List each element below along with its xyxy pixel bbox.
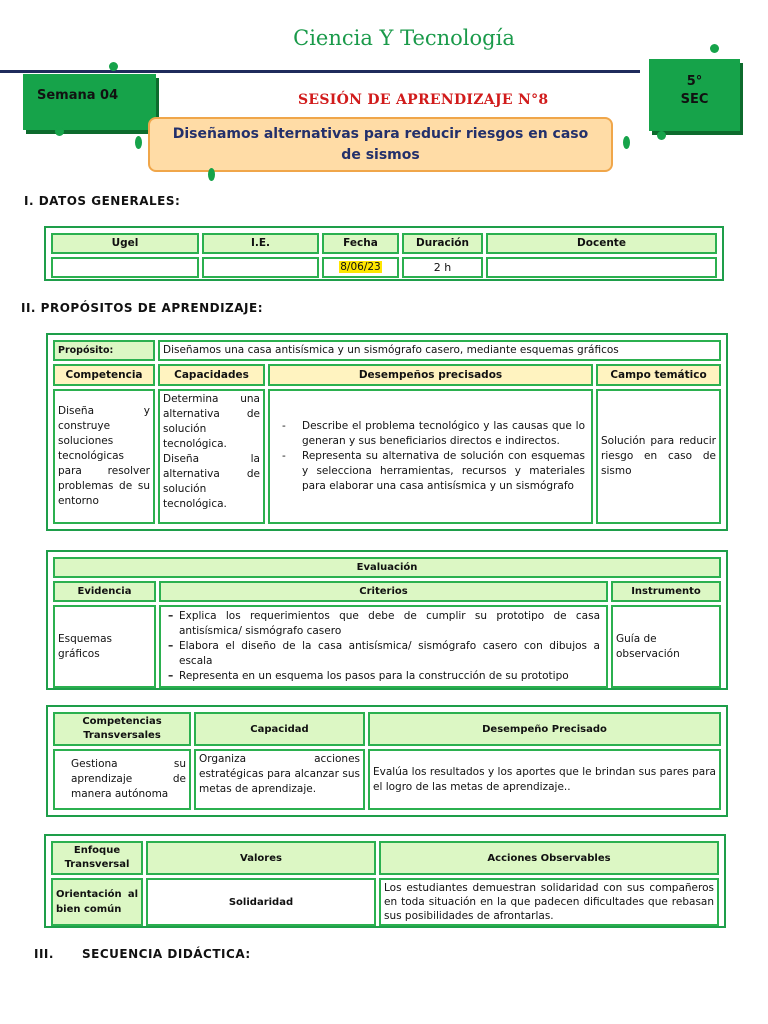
enfoque-table bbox=[44, 834, 726, 928]
ugel-value bbox=[51, 257, 199, 278]
criterio-item: – Explica los requerimientos que debe de cumplir su prototipo de casa antisísmica/ sismógrafo casero bbox=[179, 609, 600, 639]
header-acciones-observables: Acciones Observables bbox=[379, 841, 719, 875]
week-badge bbox=[23, 74, 156, 130]
criterios-cell bbox=[159, 605, 608, 688]
campo-tematico-text: Solución para reducir riesgo en caso de sismo bbox=[596, 389, 721, 524]
header-capacidades: Capacidades bbox=[158, 364, 265, 386]
grade-level: SEC bbox=[680, 92, 709, 107]
header-competencia: Competencia bbox=[53, 364, 155, 386]
evaluacion-table bbox=[46, 550, 728, 690]
header-instrumento: Instrumento bbox=[611, 581, 721, 602]
proposito-text: Diseñamos una casa antisísmica y un sismógrafo casero, mediante esquemas gráficos bbox=[158, 340, 721, 361]
grade-badge bbox=[649, 59, 740, 131]
section-propositos-heading: II. PROPÓSITOS DE APRENDIZAJE: bbox=[21, 301, 263, 315]
decorative-dot bbox=[657, 131, 666, 140]
desempenos-cell bbox=[268, 389, 593, 524]
header-docente: Docente bbox=[486, 233, 717, 254]
header-rule bbox=[0, 70, 640, 73]
desempenos-list bbox=[276, 419, 585, 494]
fecha-value: 8/06/23 bbox=[340, 261, 381, 273]
decorative-dot bbox=[208, 168, 215, 181]
evidencia-text: Esquemas gráficos bbox=[53, 605, 156, 688]
grade-number: 5° bbox=[686, 74, 703, 89]
decorative-dot bbox=[710, 44, 719, 53]
header-criterios: Criterios bbox=[159, 581, 608, 602]
course-title: Ciencia Y Tecnología bbox=[293, 26, 515, 50]
capacidad-text: Organiza acciones estratégicas para alcanzar sus metas de aprendizaje. bbox=[194, 749, 365, 810]
capacidades-text: Determina una alternativa de solución tecnológica. Diseña la alternativa de solución tecnológica. bbox=[158, 389, 265, 524]
propositos-table bbox=[46, 333, 728, 531]
topic-box bbox=[148, 117, 613, 172]
proposito-label: Propósito: bbox=[53, 340, 155, 361]
section-datos-generales-heading: I. DATOS GENERALES: bbox=[24, 194, 181, 208]
header-desempeno-precisado: Desempeño Precisado bbox=[368, 712, 721, 746]
header-campo-tematico: Campo temático bbox=[596, 364, 721, 386]
duracion-value: 2 h bbox=[402, 257, 483, 278]
criterios-list bbox=[167, 609, 600, 684]
competencia-text: Diseña y construye soluciones tecnológicas para resolver problemas de su entorno bbox=[53, 389, 155, 524]
header-ie: I.E. bbox=[202, 233, 319, 254]
header-valores: Valores bbox=[146, 841, 376, 875]
header-enfoque-transversal: Enfoque Transversal bbox=[51, 841, 143, 875]
week-label: Semana 04 bbox=[37, 88, 119, 103]
session-title: SESIÓN DE APRENDIZAJE N°8 bbox=[298, 92, 549, 108]
evaluacion-title: Evaluación bbox=[53, 557, 721, 578]
docente-value bbox=[486, 257, 717, 278]
header-ugel: Ugel bbox=[51, 233, 199, 254]
topic-title: Diseñamos alternativas para reducir riesgos en caso de sismos bbox=[172, 125, 589, 163]
ie-value bbox=[202, 257, 319, 278]
header-evidencia: Evidencia bbox=[53, 581, 156, 602]
acciones-text: Los estudiantes demuestran solidaridad con sus compañeros en toda situación en la que padecen dificultades que rebasan sus posibilidades de afrontarlas. bbox=[379, 878, 719, 926]
desempeno-precisado-text: Evalúa los resultados y los aportes que le brindan sus pares para el logro de las metas de aprendizaje.. bbox=[368, 749, 721, 810]
datos-generales-table bbox=[44, 226, 724, 281]
header-competencias-transversales: Competencias Transversales bbox=[53, 712, 191, 746]
header-desempenos: Desempeños precisados bbox=[268, 364, 593, 386]
decorative-dot bbox=[135, 136, 142, 149]
decorative-dot bbox=[55, 127, 64, 136]
desempeno-item: - Describe el problema tecnológico y las causas que lo generan y sus beneficiarios directos e indirectos. bbox=[302, 419, 585, 449]
header-duracion: Duración bbox=[402, 233, 483, 254]
enfoque-text: Orientación al bien común bbox=[51, 878, 143, 926]
desempeno-item: - Representa su alternativa de solución con esquemas y selecciona herramientas, recursos y materiales para elaborar una casa antisísmica y un sismógrafo bbox=[302, 449, 585, 494]
decorative-dot bbox=[109, 62, 118, 71]
decorative-dot bbox=[623, 136, 630, 149]
competencia-transversal-text: Gestiona su aprendizaje de manera autónoma bbox=[53, 749, 191, 810]
section-secuencia-heading: III. SECUENCIA DIDÁCTICA: bbox=[34, 947, 251, 961]
valor-text: Solidaridad bbox=[146, 878, 376, 926]
header-fecha: Fecha bbox=[322, 233, 399, 254]
fecha-cell bbox=[322, 257, 399, 278]
criterio-item: – Elabora el diseño de la casa antisísmica/ sismógrafo casero con dibujos a escala bbox=[179, 639, 600, 669]
instrumento-text: Guía de observación bbox=[611, 605, 721, 688]
header-capacidad: Capacidad bbox=[194, 712, 365, 746]
transversales-table bbox=[46, 705, 728, 817]
criterio-item: – Representa en un esquema los pasos para la construcción de su prototipo bbox=[179, 669, 600, 684]
